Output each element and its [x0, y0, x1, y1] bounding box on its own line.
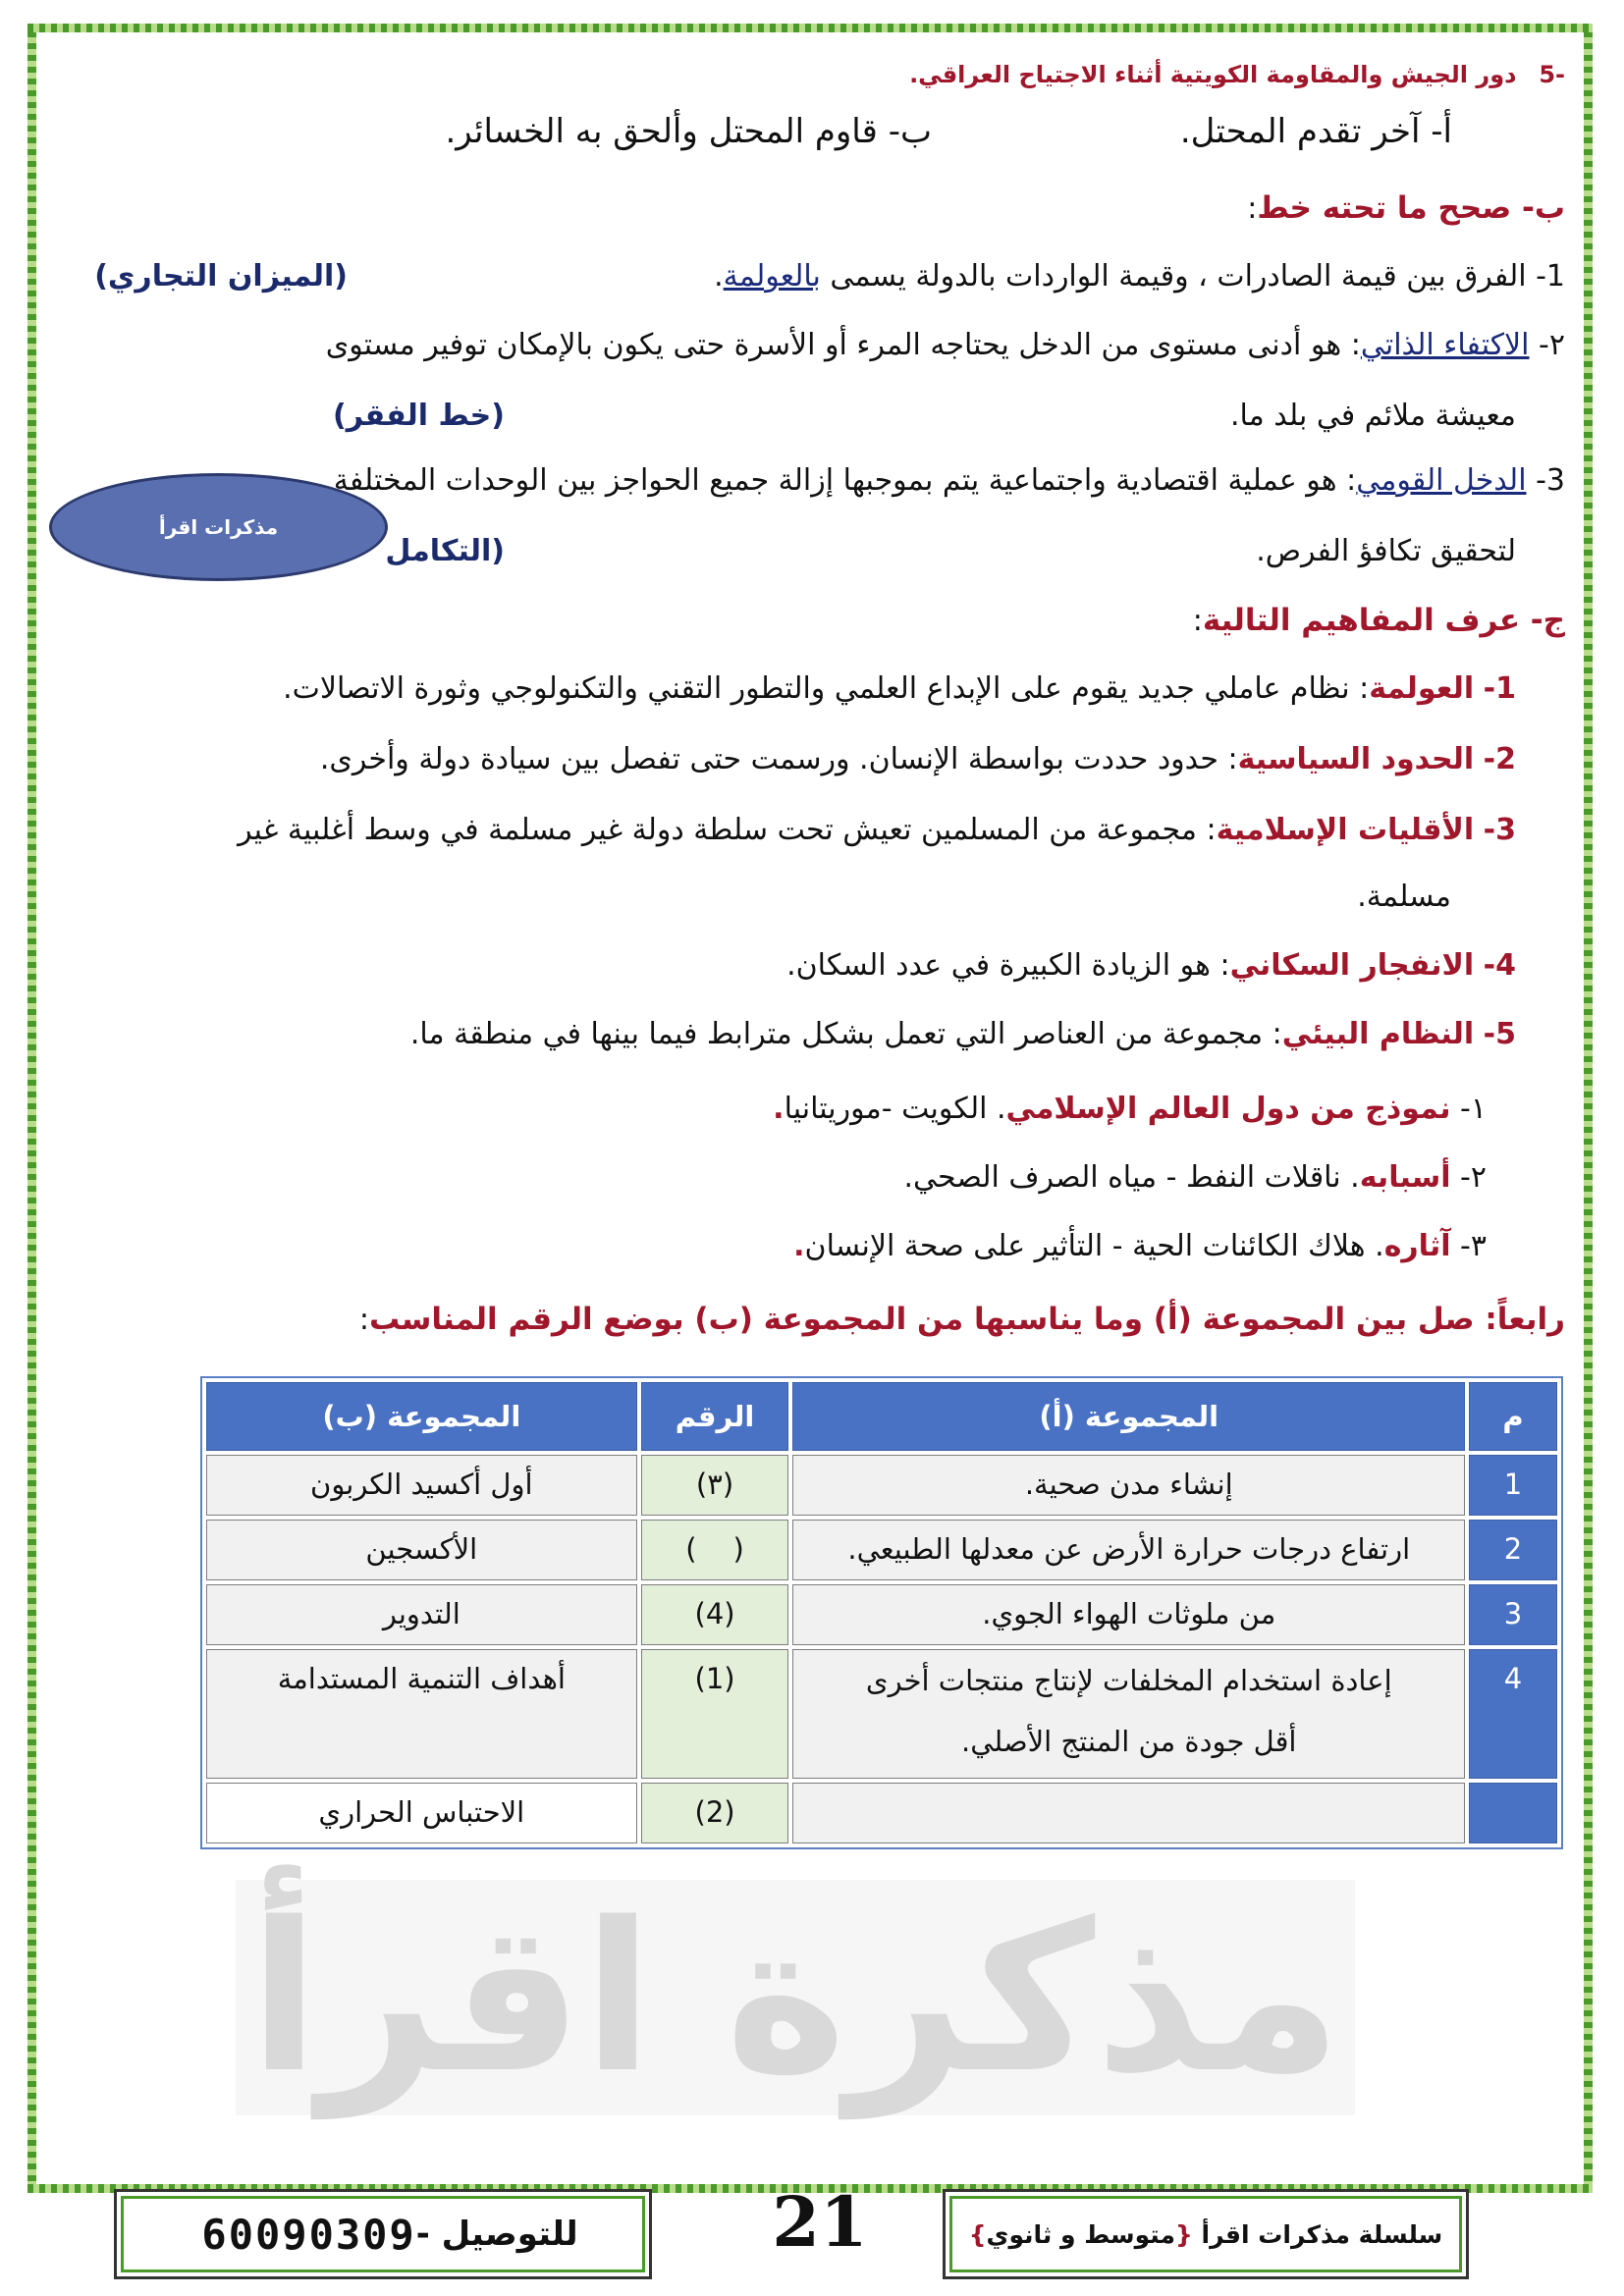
watermark-logo: مذكرة اقرأ: [236, 1880, 1355, 2115]
underlined-term: الاكتفاء الذاتي: [1360, 328, 1530, 362]
correct-heading-line: ب- صحح ما تحته خط:: [1247, 190, 1565, 226]
page-number: 21: [772, 2181, 868, 2263]
matching-table: [200, 1376, 1563, 1849]
col-header-num: الرقم: [641, 1382, 789, 1451]
col-header-m: م: [1469, 1382, 1557, 1451]
sub-term: نموذج من دول العالم الإسلامي: [1005, 1092, 1451, 1126]
definition-term: الانفجار السكاني: [1229, 948, 1475, 983]
definition-term: الأقليات الإسلامية: [1216, 813, 1475, 847]
match-heading: رابعاً: صل بين المجموعة (أ) وما يناسبها من المجموعة (ب) بوضع الرقم المناسب: [369, 1302, 1565, 1337]
underlined-term: الدخل القومي: [1356, 463, 1527, 498]
q5-option-a: أ- آخر تقدم المحتل.: [1179, 112, 1452, 151]
definition-3: 3- الأقليات الإسلامية: مجموعة من المسلمين تعيش تحت سلطة دولة غير مسلمة في وسط أغلبية غير: [238, 813, 1516, 847]
col-header-a: المجموعة (أ): [792, 1382, 1465, 1451]
brand-oval-badge: مذكرات اقرأ: [49, 473, 388, 581]
sub-term: آثاره: [1383, 1229, 1451, 1263]
phone-number: 60090309: [201, 2210, 416, 2259]
sub-term: أسبابه: [1359, 1160, 1451, 1195]
table-row: 1 إنشاء مدن صحية. (٣) أول أكسيد الكربون: [206, 1455, 1557, 1516]
definition-term: النظام البيئي: [1281, 1017, 1475, 1051]
definition-3-cont: مسلمة.: [1357, 880, 1451, 914]
series-title: سلسلة مذكرات اقرأ: [1201, 2219, 1443, 2249]
series-levels: متوسط و ثانوي: [986, 2219, 1175, 2249]
correct-item-3: 3- الدخل القومي: هو عملية اقتصادية واجتماعية يتم بموجبها إزالة جميع الحواجز بين الوحدات المختلفة: [333, 463, 1565, 498]
series-footer-box: سلسلة مذكرات اقرأ { متوسط و ثانوي }: [943, 2189, 1469, 2279]
correct-answer-1: (الميزان التجاري): [94, 259, 348, 294]
sub-item-3: ٣- آثاره. هلاك الكائنات الحية - التأثير على صحة الإنسان.: [793, 1229, 1487, 1263]
correct-answer-2: (خط الفقر): [332, 399, 505, 433]
correct-answer-3: (التكامل: [385, 534, 505, 568]
sub-item-1: ١- نموذج من دول العالم الإسلامي. الكويت -موريتانيا.: [773, 1092, 1487, 1126]
definition-term: العولمة: [1369, 671, 1475, 706]
contact-footer-box: [114, 2189, 652, 2279]
define-heading-line: ج- عرف المفاهيم التالية:: [1192, 603, 1565, 638]
underlined-term: بالعولمة: [723, 259, 821, 294]
correct-item-2: ٢- الاكتفاء الذاتي: هو أدنى مستوى من الدخل يحتاجه المرء أو الأسرة حتى يكون بالإمكان توفير مستوى: [325, 328, 1565, 362]
q5-option-b: ب- قاوم المحتل وألحق به الخسائر.: [445, 112, 932, 151]
definition-1: 1- العولمة: نظام عاملي جديد يقوم على الإبداع العلمي والتطور التقني والتكنولوجي وثورة الاتصالات.: [283, 671, 1516, 706]
define-heading: ج- عرف المفاهيم التالية: [1202, 603, 1565, 638]
table-row: 4 إعادة استخدام المخلفات لإنتاج منتجات أخرى أقل جودة من المنتج الأصلي. (1) أهداف التنمية المستدامة: [206, 1649, 1557, 1779]
q5-number: -5: [1539, 61, 1565, 88]
table-row: 3 من ملوثات الهواء الجوي. (4) التدوير: [206, 1584, 1557, 1645]
table-header-row: [206, 1382, 1557, 1451]
contact-label: للتوصيل -: [415, 2215, 578, 2254]
correct-heading: ب- صحح ما تحته خط: [1257, 190, 1565, 226]
definition-term: الحدود السياسية: [1237, 742, 1475, 776]
col-header-b: المجموعة (ب): [206, 1382, 637, 1451]
correct-item-2-cont: معيشة ملائم في بلد ما.: [1230, 399, 1516, 433]
table-row: 2 ارتفاع درجات حرارة الأرض عن معدلها الطبيعي. ( ) الأكسجين: [206, 1520, 1557, 1580]
q5-title-line: [909, 53, 1565, 96]
table-row: (2) الاحتباس الحراري: [206, 1783, 1557, 1843]
correct-item-3-cont: لتحقيق تكافؤ الفرص.: [1256, 534, 1516, 568]
q5-title: دور الجيش والمقاومة الكويتية أثناء الاجتياح العراقي.: [909, 61, 1517, 88]
definition-2: 2- الحدود السياسية: حدود حددت بواسطة الإنسان. ورسمت حتى تفصل بين سيادة دولة وأخرى.: [319, 742, 1516, 776]
match-heading-line: رابعاً: صل بين المجموعة (أ) وما يناسبها من المجموعة (ب) بوضع الرقم المناسب:: [358, 1302, 1565, 1337]
sub-item-2: ٢- أسبابه. ناقلات النفط - مياه الصرف الصحي.: [903, 1160, 1487, 1195]
definition-4: 4- الانفجار السكاني: هو الزيادة الكبيرة في عدد السكان.: [786, 948, 1516, 983]
correct-item-1: 1- الفرق بين قيمة الصادرات ، وقيمة الواردات بالدولة يسمى بالعولمة.: [714, 259, 1565, 294]
definition-5: 5- النظام البيئي: مجموعة من العناصر التي تعمل بشكل مترابط فيما بينها في منطقة ما.: [409, 1017, 1516, 1051]
